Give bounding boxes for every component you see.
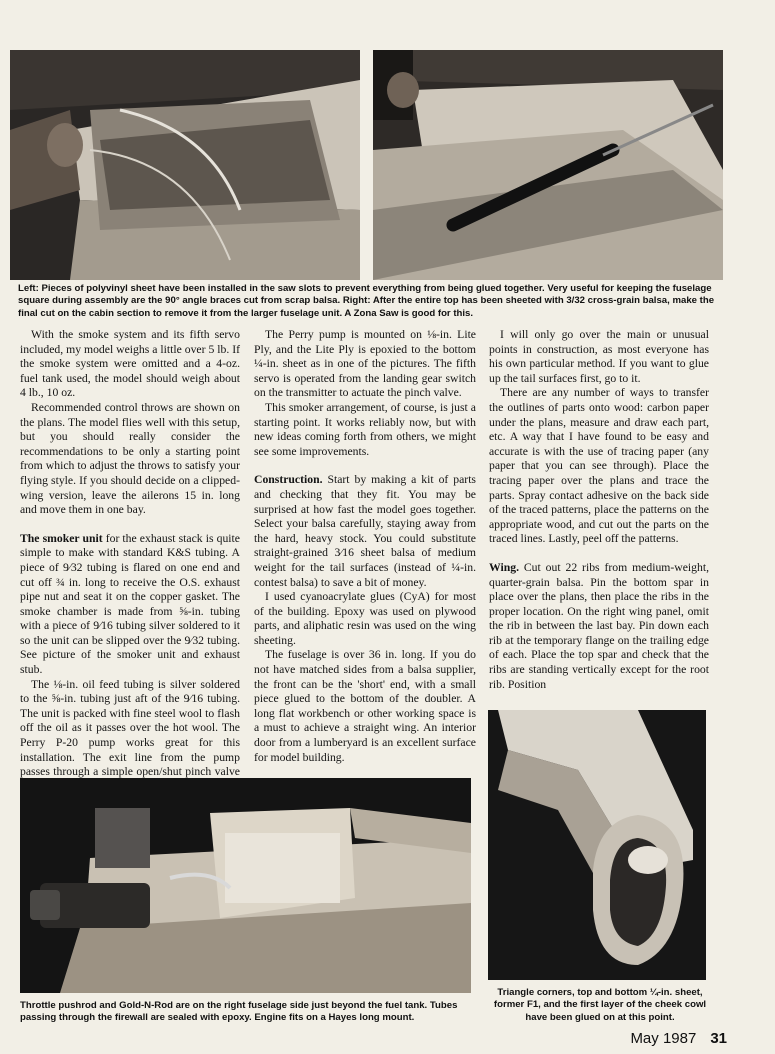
photo-top-right-drawing — [373, 50, 723, 280]
column-3 — [489, 328, 709, 692]
col2-paragraph-3-body: Start by making a kit of parts and checking that they fit. You may be surprised at how fast the model goes together. Select your balsa carefully, staying away from the hard, heavy stock. You could substitute straight-grained 3⁄16 sheet balsa of medium weight for the tail surfaces (instead of ¼-in. contest balsa) to save a bit of money. — [254, 473, 476, 589]
smoker-unit-heading: The smoker unit — [20, 531, 103, 545]
col3-paragraph-2: There are any number of ways to transfer the outlines of parts onto wood: carbon paper under the plans, measure and draw each part, etc. A way that I have found to be easy and accurate is with the use of tracing paper (any paper that you can see through). Place the tracing paper over the plans and trace the parts. Spray contact adhesive on the back side of the traced patterns, place the patterns on the appropriate wood, and cut out the parts on the traced lines. Lastly, peel off the patterns. — [489, 386, 709, 546]
caption-bottom-left: Throttle pushrod and Gold-N-Rod are on the right fuselage side just beyond the fuel tank. Tubes passing through the firewall are sealed with epoxy. Engine fits on a Hayes long mount. — [20, 1000, 458, 1024]
caption-top: Left: Pieces of polyvinyl sheet have been installed in the saw slots to prevent everything from being glued together. Very useful for keeping the fuselage square during assembly are the 90° angle braces cut from scrap balsa. Right: After the entire top has been sheeted with 3/32 cross-grain balsa, make the final cut on the cabin section to remove it from the larger fuselage unit. A Zona Saw is good for this. — [18, 283, 715, 319]
photo-bottom-left — [20, 778, 471, 993]
page-footer — [630, 1030, 727, 1047]
construction-heading: Construction. — [254, 473, 323, 487]
col2-paragraph-3 — [254, 473, 476, 590]
col2-paragraph-2: This smoker arrangement, of course, is just a starting point. It works reliably now, but with new ideas coming forth from others, we might see some improvements. — [254, 400, 476, 458]
photo-top-left-drawing — [10, 50, 360, 280]
column-1 — [20, 328, 240, 794]
photo-top-right — [373, 50, 723, 280]
col3-paragraph-3-body: Cut out 22 ribs from medium-weight, quarter-grain balsa. Pin the bottom spar in place over the plans, then place the ribs in the proper location. On the right wing panel, omit the rib in between the last bay. Pin down each rib at the temporary flange on the trailing edge of each. Place the top spar and check that the ribs are standing vertically except for the root rib. Position — [489, 560, 709, 691]
col1-paragraph-3-body: for the exhaust stack is quite simple to make with standard K&S tubing. A piece of 9⁄32 tubing is flared on one end and cut off ¾ in. long to receive the O.S. exhaust pipe nut and seat it on the copper gasket. The smoke chamber is made from ⅝-in. tubing with a piece of 9⁄16 tubing silver soldered to it so the unit can be slipped over the 9⁄32 tubing. See picture of the smoker unit and exhaust stub. — [20, 531, 240, 677]
col1-paragraph-3 — [20, 532, 240, 678]
issue-date: May 1987 — [630, 1030, 697, 1047]
photo-bottom-left-drawing — [20, 778, 471, 993]
page-number: 31 — [710, 1030, 727, 1047]
col2-paragraph-4: I used cyanoacrylate glues (CyA) for most of the building. Epoxy was used on plywood parts, and aliphatic resin was used on the wing sheeting. — [254, 590, 476, 647]
col2-paragraph-1: The Perry pump is mounted on ⅛-in. Lite Ply, and the Lite Ply is epoxied to the bottom ¼-in. sheet as in one of the pictures. The fifth servo is operated from the landing gear switch on the transmitter to actuate the pinch valve. — [254, 328, 476, 400]
col3-paragraph-3 — [489, 561, 709, 692]
photo-bottom-right-drawing — [488, 710, 706, 980]
col1-paragraph-1: With the smoke system and its fifth servo included, my model weighs a little over 5 lb. If the smoke system were omitted and a 4-oz. fuel tank used, the model should weigh about 4 lb., 10 oz. — [20, 328, 240, 400]
col1-paragraph-2: Recommended control throws are shown on the plans. The model flies well with this setup, but you should really consider the recommendations to be only a starting point from which to adjust the throws to satisfy your flying style. If you should decide on a clipped-wing version, leave the ailerons 15 in. long and move them in one bay. — [20, 400, 240, 517]
photo-bottom-right — [488, 710, 706, 980]
caption-bottom-right: Triangle corners, top and bottom ¼-in. sheet, former F1, and the first layer of the cheek cowl have been glued on at this point. — [493, 987, 707, 1023]
col1-paragraph-4: The ⅛-in. oil feed tubing is silver soldered to the ⅝-in. tubing just aft of the 9⁄16 tubing. The unit is packed with fine steel wool to flash off the oil as it passes over the hot wool. The Perry P-20 pump works great for this installation. The exit line from the pump passes through a simple open/shut pinch valve — [20, 677, 240, 779]
col3-paragraph-1: I will only go over the main or unusual points in construction, as most everyone has his own particular method. If you want to glue up the tail surfaces first, go to it. — [489, 328, 709, 385]
wing-heading: Wing. — [489, 560, 519, 574]
column-2 — [254, 328, 476, 765]
photo-top-left — [10, 50, 360, 280]
col2-paragraph-5: The fuselage is over 36 in. long. If you do not have matched sides from a balsa supplier, the front can be the 'short' end, with a small piece glued to the bottom of the doubler. A long flat workbench or other working space is a must to achieve a straight wing. An interior door from a lumberyard is an excellent surface for model building. — [254, 648, 476, 764]
